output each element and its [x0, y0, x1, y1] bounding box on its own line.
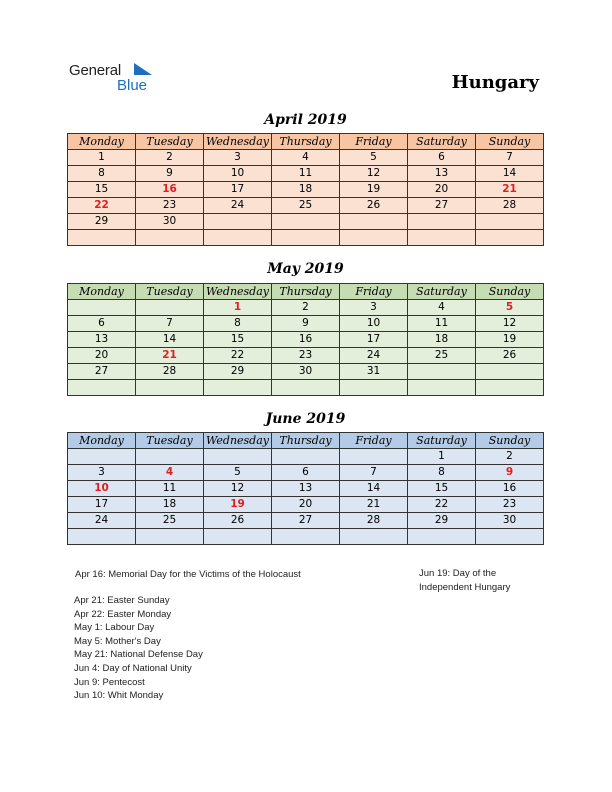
- day-cell: 21: [476, 182, 544, 198]
- logo: [69, 62, 159, 96]
- holiday-note: Apr 21: Easter Sunday: [74, 595, 170, 606]
- day-cell: [136, 449, 204, 465]
- holiday-note: Jun 9: Pentecost: [74, 676, 145, 688]
- day-cell: [476, 214, 544, 230]
- day-cell: 18: [408, 332, 476, 348]
- day-cell: [204, 380, 272, 396]
- day-cell: 6: [408, 150, 476, 166]
- day-cell: [136, 380, 204, 396]
- day-cell: 25: [272, 198, 340, 214]
- day-cell: 7: [340, 465, 408, 481]
- day-cell: [340, 529, 408, 545]
- weekday-header: Saturday: [408, 134, 476, 150]
- holiday-note: May 1: Labour Day: [74, 622, 155, 634]
- day-cell: 29: [204, 364, 272, 380]
- day-cell: 31: [340, 364, 408, 380]
- day-cell: 16: [272, 332, 340, 348]
- day-cell: 26: [340, 198, 408, 214]
- day-cell: [408, 380, 476, 396]
- day-cell: 15: [204, 332, 272, 348]
- day-cell: [136, 300, 204, 316]
- week-row: [68, 348, 544, 364]
- week-row: [68, 230, 544, 246]
- holiday-note: May 21: National Defense Day: [74, 649, 203, 661]
- day-cell: 18: [272, 182, 340, 198]
- week-row: [68, 198, 544, 214]
- day-cell: 17: [204, 182, 272, 198]
- day-cell: 6: [68, 316, 136, 332]
- day-cell: 9: [136, 166, 204, 182]
- day-cell: 22: [68, 198, 136, 214]
- day-cell: 14: [136, 332, 204, 348]
- day-cell: 29: [408, 513, 476, 529]
- day-cell: [408, 529, 476, 545]
- holiday-note: Jun 19: Day of the: [419, 568, 497, 579]
- day-cell: 2: [272, 300, 340, 316]
- weekday-header: Tuesday: [136, 284, 204, 300]
- weekday-header: Monday: [68, 433, 136, 449]
- day-cell: 8: [204, 316, 272, 332]
- day-cell: 26: [476, 348, 544, 364]
- day-cell: 22: [204, 348, 272, 364]
- day-cell: [340, 380, 408, 396]
- holiday-note: Apr 22: Easter Monday: [74, 608, 172, 620]
- weekday-header: Tuesday: [136, 134, 204, 150]
- week-row: [68, 513, 544, 529]
- country-title: Hungary: [451, 72, 539, 93]
- day-cell: 9: [272, 316, 340, 332]
- day-cell: 19: [476, 332, 544, 348]
- week-row: [68, 150, 544, 166]
- day-cell: 4: [272, 150, 340, 166]
- day-cell: 19: [340, 182, 408, 198]
- week-row: [68, 332, 544, 348]
- week-row: [68, 481, 544, 497]
- day-cell: 14: [340, 481, 408, 497]
- day-cell: 12: [476, 316, 544, 332]
- day-cell: [204, 529, 272, 545]
- day-cell: 10: [204, 166, 272, 182]
- week-row: [68, 529, 544, 545]
- day-cell: 30: [136, 214, 204, 230]
- day-cell: [340, 214, 408, 230]
- day-cell: 30: [272, 364, 340, 380]
- week-row: [68, 316, 544, 332]
- day-cell: [272, 449, 340, 465]
- weekday-header: Saturday: [408, 433, 476, 449]
- holiday-note: Jun 10: Whit Monday: [74, 690, 164, 702]
- day-cell: [68, 529, 136, 545]
- day-cell: 5: [340, 150, 408, 166]
- day-cell: 7: [136, 316, 204, 332]
- day-cell: 3: [340, 300, 408, 316]
- weekday-header: Monday: [68, 284, 136, 300]
- day-cell: 23: [476, 497, 544, 513]
- day-cell: 3: [68, 465, 136, 481]
- weekday-header: Wednesday: [204, 284, 272, 300]
- weekday-header: Friday: [340, 134, 408, 150]
- day-cell: 2: [136, 150, 204, 166]
- day-cell: 9: [476, 465, 544, 481]
- day-cell: [68, 230, 136, 246]
- day-cell: 10: [68, 481, 136, 497]
- day-cell: 1: [204, 300, 272, 316]
- day-cell: 4: [408, 300, 476, 316]
- day-cell: 7: [476, 150, 544, 166]
- day-cell: [136, 230, 204, 246]
- day-cell: [272, 214, 340, 230]
- day-cell: 18: [136, 497, 204, 513]
- day-cell: [68, 300, 136, 316]
- day-cell: 12: [340, 166, 408, 182]
- weekday-header: Thursday: [272, 433, 340, 449]
- holiday-note: Jun 4: Day of National Unity: [74, 662, 192, 674]
- week-row: [68, 364, 544, 380]
- week-row: [68, 182, 544, 198]
- day-cell: 3: [204, 150, 272, 166]
- day-cell: [136, 529, 204, 545]
- month-title: June 2019: [265, 411, 346, 427]
- month-table: [67, 133, 544, 246]
- day-cell: 24: [68, 513, 136, 529]
- weekday-header: Thursday: [272, 284, 340, 300]
- holiday-notes-list: [74, 594, 203, 703]
- holiday-note: Independent Hungary: [419, 581, 511, 593]
- day-cell: 25: [408, 348, 476, 364]
- day-cell: 22: [408, 497, 476, 513]
- day-cell: 27: [272, 513, 340, 529]
- day-cell: [272, 380, 340, 396]
- week-row: [68, 497, 544, 513]
- day-cell: 11: [272, 166, 340, 182]
- day-cell: 28: [340, 513, 408, 529]
- day-cell: 24: [340, 348, 408, 364]
- day-cell: 5: [476, 300, 544, 316]
- day-cell: 14: [476, 166, 544, 182]
- weekday-header: Saturday: [408, 284, 476, 300]
- week-row: [68, 166, 544, 182]
- holiday-note: Apr 16: Memorial Day for the Victims of the Holocaust: [75, 569, 301, 580]
- week-row: [68, 380, 544, 396]
- weekday-header: Friday: [340, 284, 408, 300]
- day-cell: [68, 380, 136, 396]
- logo-text-blue: Blue: [117, 77, 148, 94]
- day-cell: 8: [68, 166, 136, 182]
- logo-triangle-icon: [134, 63, 154, 77]
- day-cell: 23: [272, 348, 340, 364]
- day-cell: [408, 230, 476, 246]
- day-cell: 11: [408, 316, 476, 332]
- day-cell: 23: [136, 198, 204, 214]
- holiday-note: May 5: Mother's Day: [74, 635, 161, 647]
- day-cell: 15: [68, 182, 136, 198]
- weekday-header: Sunday: [476, 433, 544, 449]
- holiday-notes-right: [419, 567, 510, 594]
- day-cell: 21: [340, 497, 408, 513]
- day-cell: 2: [476, 449, 544, 465]
- month-table: [67, 432, 544, 545]
- week-row: [68, 465, 544, 481]
- weekday-header: Wednesday: [204, 433, 272, 449]
- day-cell: [68, 449, 136, 465]
- weekday-header: Monday: [68, 134, 136, 150]
- day-cell: [476, 230, 544, 246]
- day-cell: 11: [136, 481, 204, 497]
- day-cell: 17: [68, 497, 136, 513]
- day-cell: 24: [204, 198, 272, 214]
- day-cell: [408, 214, 476, 230]
- day-cell: 20: [68, 348, 136, 364]
- day-cell: 20: [408, 182, 476, 198]
- day-cell: 1: [408, 449, 476, 465]
- day-cell: 17: [340, 332, 408, 348]
- day-cell: 28: [136, 364, 204, 380]
- holiday-notes-top: [75, 568, 301, 582]
- weekday-header: Wednesday: [204, 134, 272, 150]
- day-cell: 27: [68, 364, 136, 380]
- day-cell: [204, 214, 272, 230]
- day-cell: 16: [476, 481, 544, 497]
- day-cell: [476, 380, 544, 396]
- day-cell: 13: [272, 481, 340, 497]
- week-row: [68, 449, 544, 465]
- day-cell: 26: [204, 513, 272, 529]
- day-cell: [272, 230, 340, 246]
- day-cell: 6: [272, 465, 340, 481]
- logo-text-general: General: [69, 62, 121, 79]
- day-cell: 28: [476, 198, 544, 214]
- day-cell: [272, 529, 340, 545]
- month-title: April 2019: [264, 112, 347, 128]
- weekday-header: Tuesday: [136, 433, 204, 449]
- day-cell: 20: [272, 497, 340, 513]
- day-cell: 27: [408, 198, 476, 214]
- week-row: [68, 300, 544, 316]
- day-cell: 10: [340, 316, 408, 332]
- weekday-header: Sunday: [476, 284, 544, 300]
- day-cell: 30: [476, 513, 544, 529]
- day-cell: 4: [136, 465, 204, 481]
- day-cell: 8: [408, 465, 476, 481]
- weekday-header: Thursday: [272, 134, 340, 150]
- day-cell: 1: [68, 150, 136, 166]
- day-cell: 25: [136, 513, 204, 529]
- day-cell: 21: [136, 348, 204, 364]
- month-title: May 2019: [267, 261, 344, 277]
- day-cell: 19: [204, 497, 272, 513]
- day-cell: 12: [204, 481, 272, 497]
- day-cell: 16: [136, 182, 204, 198]
- day-cell: [340, 230, 408, 246]
- weekday-header: Sunday: [476, 134, 544, 150]
- day-cell: [204, 230, 272, 246]
- day-cell: 13: [68, 332, 136, 348]
- day-cell: 29: [68, 214, 136, 230]
- day-cell: 5: [204, 465, 272, 481]
- day-cell: 15: [408, 481, 476, 497]
- day-cell: [476, 529, 544, 545]
- week-row: [68, 214, 544, 230]
- weekday-header: Friday: [340, 433, 408, 449]
- day-cell: [204, 449, 272, 465]
- day-cell: [476, 364, 544, 380]
- month-table: [67, 283, 544, 396]
- day-cell: [340, 449, 408, 465]
- day-cell: [408, 364, 476, 380]
- day-cell: 13: [408, 166, 476, 182]
